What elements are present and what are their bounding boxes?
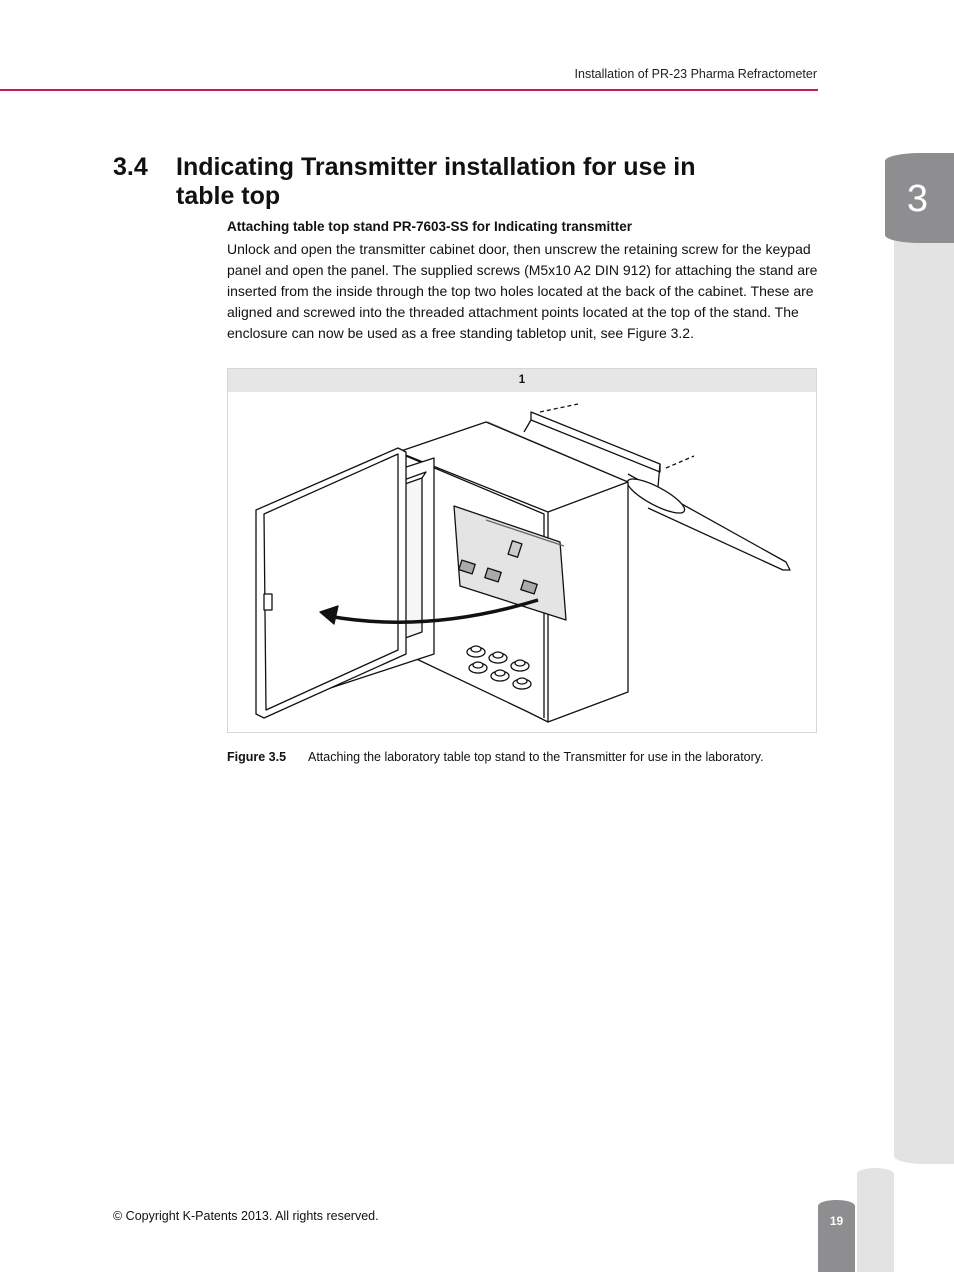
header-rule bbox=[0, 89, 818, 91]
transmitter-illustration bbox=[228, 392, 816, 732]
running-header: Installation of PR-23 Pharma Refractometer bbox=[574, 67, 817, 81]
figure-caption-text: Attaching the laboratory table top stand to the Transmitter for use in the laboratory. bbox=[308, 750, 764, 764]
body-paragraph: Unlock and open the transmitter cabinet door, then unscrew the retaining screw for the keypad panel and open the panel. The supplied screws (M5x10 A2 DIN 912) for attaching the stand are inserted from the inside through the top two holes located at the back of the cabinet. These are aligned and screwed into the threaded attachment points located at the top of the stand. The enclosure can now be used as a free standing tabletop unit, see Figure 3.2. bbox=[227, 241, 818, 341]
section-number: 3.4 bbox=[113, 153, 148, 181]
chapter-tab[interactable] bbox=[885, 153, 954, 243]
page-number: 19 bbox=[829, 1214, 844, 1228]
figure-caption-label: Figure 3.5 bbox=[227, 750, 287, 764]
figure-header-label: 1 bbox=[228, 369, 816, 392]
footer-copyright: © Copyright K-Patents 2013. All rights reserved. bbox=[113, 1209, 379, 1223]
side-strip bbox=[894, 238, 954, 1164]
chapter-number: 3 bbox=[906, 178, 929, 220]
section-title: Indicating Transmitter installation for use in table top bbox=[176, 153, 696, 210]
page-column bbox=[857, 1168, 894, 1272]
figure bbox=[227, 368, 817, 733]
subheading: Attaching table top stand PR-7603-SS for Indicating transmitter bbox=[227, 219, 633, 234]
page-number-tab bbox=[818, 1200, 855, 1272]
